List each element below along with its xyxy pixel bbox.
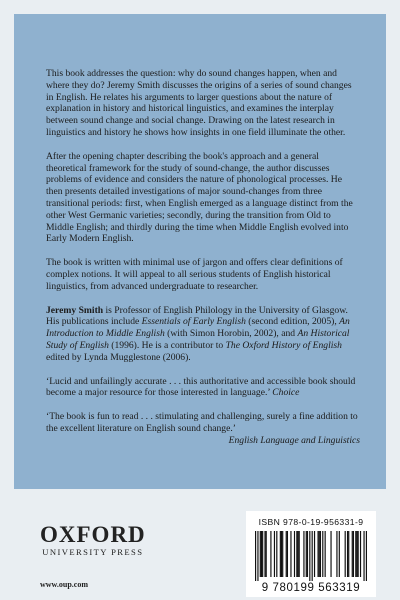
author-bio bbox=[46, 305, 360, 364]
barcode-bar bbox=[290, 531, 291, 577]
blurb-paragraph-1: This book addresses the question: why do sound changes happen, when and where they do? Jeremy Smith discusses the origins of a series of sound changes in English. He relates his arguments to larger questions about the nature of explanation in history and historical linguistics, and examines the interplay between sound change and social change. Drawing on the latest research in linguistics and history he shows how insights in one field illuminate the other. bbox=[46, 68, 352, 138]
barcode-bar bbox=[366, 531, 367, 581]
barcode-bar bbox=[281, 531, 282, 577]
publisher-logo-sub: UNIVERSITY PRESS bbox=[42, 547, 144, 557]
publisher-logo bbox=[40, 524, 146, 558]
barcode-bar bbox=[345, 531, 346, 577]
barcode-bar bbox=[294, 531, 295, 577]
barcode-bar bbox=[309, 531, 310, 581]
review-quote: ‘The book is fun to read . . . stimulating and challenging, surely a fine addition to the excellent literature on English sound change.’ bbox=[46, 411, 358, 434]
barcode-bar bbox=[264, 531, 265, 577]
barcode-bar bbox=[262, 531, 263, 577]
barcode-bar bbox=[319, 531, 320, 577]
barcode-bar bbox=[317, 531, 318, 577]
review-quote: ‘Lucid and unfailingly accurate . . . this authoritative and accessible book should become a major resource for those interested in language.’ Choice bbox=[46, 375, 356, 399]
barcode-bar bbox=[257, 531, 258, 581]
barcode-bar bbox=[303, 531, 304, 577]
barcode-bar bbox=[352, 531, 353, 577]
book-title: Essentials of Early English bbox=[141, 316, 246, 328]
publisher-url[interactable]: www.oup.com bbox=[40, 580, 89, 589]
review-source: English Language and Linguistics bbox=[228, 434, 360, 446]
barcode-bar bbox=[325, 531, 326, 577]
barcode-bar bbox=[320, 531, 321, 577]
barcode-bar bbox=[353, 531, 354, 577]
barcode-bar bbox=[280, 531, 281, 577]
barcode-bar bbox=[260, 531, 261, 577]
barcode-bar bbox=[306, 531, 307, 577]
book-title: The Oxford History of English bbox=[225, 339, 342, 351]
barcode-digits: 9 780199 563319 bbox=[261, 582, 361, 594]
barcode-bar bbox=[347, 531, 348, 577]
barcode-bar bbox=[282, 531, 283, 577]
barcode-bar bbox=[261, 531, 262, 577]
barcode-bar bbox=[276, 531, 277, 577]
book-title: An Historical Study of English bbox=[46, 328, 350, 351]
barcode-bar bbox=[358, 531, 359, 577]
barcode-bar bbox=[360, 531, 361, 577]
barcode-box bbox=[246, 511, 376, 597]
blurb-paragraph-2: After the opening chapter describing the book's approach and a general theoretical framework for the study of sound-change, the author discusses problems of evidence and considers the nature of phonological processes. He then presents detailed investigations of major sound-changes from three transitional periods: first, when English emerged as a language distinct from the other West Germanic varieties; secondly, during the transition from Old to Middle English; and thirdly during the time when Middle English evolved into Early Modern English. bbox=[46, 150, 353, 245]
footer bbox=[14, 489, 386, 600]
isbn: ISBN 978-0-19-956331-9 bbox=[258, 517, 364, 527]
barcode-bar bbox=[363, 531, 364, 581]
bio-text: (with Simon Horobin, 2002), and bbox=[164, 328, 298, 340]
book-title: An Introduction to Middle English bbox=[46, 316, 350, 340]
author-name: Jeremy Smith bbox=[46, 304, 104, 316]
barcode-bar bbox=[314, 531, 315, 577]
barcode-bar bbox=[339, 531, 340, 577]
barcode-bar bbox=[336, 531, 337, 577]
barcode-bar bbox=[299, 531, 300, 577]
barcode-bar bbox=[322, 531, 323, 577]
barcode bbox=[255, 531, 367, 581]
barcode-bar bbox=[286, 531, 287, 577]
bio-text: is Professor of English Philology in the University of Glasgow. His publications include bbox=[46, 304, 348, 328]
barcode-bar bbox=[307, 531, 308, 577]
barcode-bar bbox=[274, 531, 275, 577]
barcode-bar bbox=[355, 531, 356, 577]
barcode-bar bbox=[266, 531, 267, 577]
blurb-paragraph-3: The book is written with minimal use of jargon and offers clear definitions of complex notions. It will appeal to all serious students of English historical linguistics, from advanced undergraduate to researcher. bbox=[46, 257, 343, 292]
barcode-bar bbox=[312, 531, 313, 581]
barcode-bar bbox=[348, 531, 349, 577]
publisher-logo-main: OXFORD bbox=[40, 522, 146, 547]
bio-text: edited by Lynda Mugglestone (2006). bbox=[46, 351, 191, 363]
review-source: Choice bbox=[272, 387, 300, 399]
bio-text: (1996). He is a contributor to bbox=[108, 339, 226, 351]
blurb-panel bbox=[14, 14, 386, 489]
barcode-bar bbox=[330, 531, 331, 577]
barcode-bar bbox=[356, 531, 357, 577]
barcode-bar bbox=[287, 531, 288, 577]
barcode-bar bbox=[296, 531, 297, 577]
barcode-bar bbox=[297, 531, 298, 577]
bio-text: (second edition, 2005), bbox=[245, 316, 340, 328]
barcode-bar bbox=[255, 531, 256, 581]
barcode-bar bbox=[270, 531, 271, 577]
